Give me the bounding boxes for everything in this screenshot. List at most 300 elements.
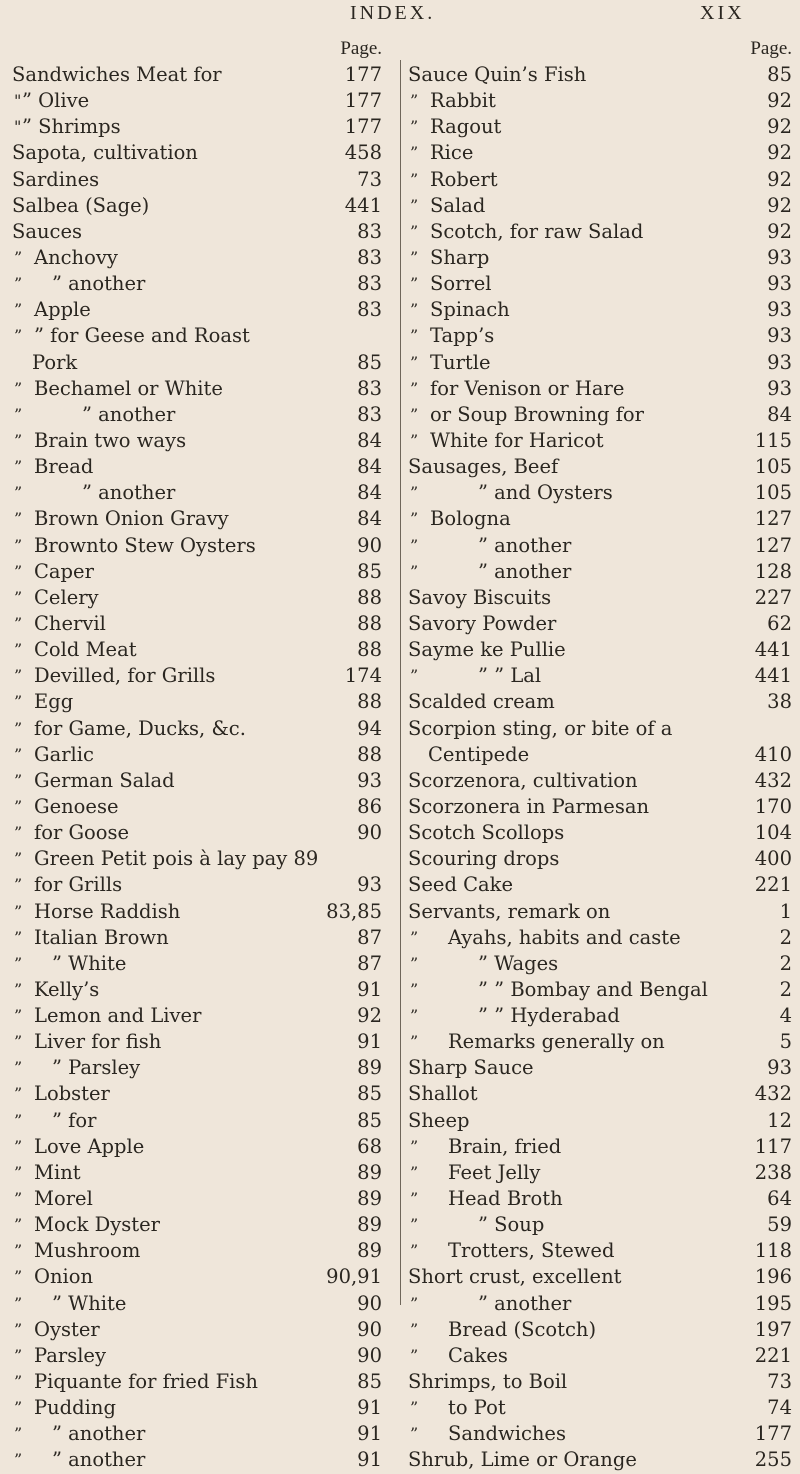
index-entry	[12, 820, 390, 846]
entry-text: ” Wages	[478, 951, 559, 975]
index-entry	[408, 297, 796, 323]
entry-text: Oyster	[34, 1317, 100, 1341]
ditto-mark: ”	[410, 1319, 419, 1339]
index-entry	[12, 1212, 390, 1238]
entry-text: ” ” Bombay and Bengal	[478, 977, 708, 1001]
entry-page-number: 118	[754, 1239, 792, 1263]
entry-page-number: 93	[357, 873, 382, 897]
ditto-mark: ”	[14, 1450, 23, 1470]
ditto-mark: ”	[14, 1241, 23, 1261]
ditto-mark: ”	[14, 1006, 23, 1026]
entry-page-number: 255	[754, 1448, 792, 1472]
ditto-mark: ”	[14, 1162, 23, 1182]
ditto-mark: ”	[410, 1398, 419, 1418]
index-entry	[12, 271, 390, 297]
index-entry	[408, 742, 796, 768]
ditto-mark: ”	[14, 796, 23, 816]
page-number: XIX	[700, 2, 745, 24]
entry-text: ” Olive	[22, 89, 90, 113]
index-entry	[12, 846, 390, 872]
index-entry	[12, 1369, 390, 1395]
index-entry	[408, 611, 796, 637]
entry-page-number: 88	[357, 585, 382, 609]
ditto-mark: "	[14, 91, 22, 111]
index-entry	[408, 663, 796, 689]
index-entry	[12, 323, 390, 349]
entry-text: Bechamel or White	[34, 376, 223, 400]
entry-page-number: 88	[357, 690, 382, 714]
ditto-mark: ”	[410, 535, 419, 555]
entry-text: ” another	[478, 559, 572, 583]
entry-text: Horse Raddish	[34, 899, 181, 923]
entry-text: Bologna	[430, 507, 511, 531]
entry-page-number: 90	[357, 1291, 382, 1315]
ditto-mark: ”	[14, 274, 23, 294]
index-entry	[408, 88, 796, 114]
index-entry	[12, 872, 390, 898]
entry-page-number: 2	[779, 925, 792, 949]
ditto-mark: ”	[14, 613, 23, 633]
entry-page-number: 92	[767, 89, 792, 113]
ditto-mark: ”	[14, 378, 23, 398]
index-entry	[408, 376, 796, 402]
entry-text: Kelly’s	[34, 977, 100, 1001]
ditto-mark: ”	[14, 561, 23, 581]
index-entry	[12, 663, 390, 689]
entry-page-number: 68	[357, 1134, 382, 1158]
page-column-heading: Page.	[750, 38, 792, 59]
entry-text: Scorpion sting, or bite of a	[408, 716, 673, 740]
entry-page-number: 93	[767, 245, 792, 269]
index-entry	[12, 1421, 390, 1447]
index-entry	[12, 140, 390, 166]
entry-page-number: 92	[767, 219, 792, 243]
entry-page-number: 432	[754, 1082, 792, 1106]
ditto-mark: ”	[14, 1293, 23, 1313]
ditto-mark: ”	[410, 143, 419, 163]
entry-text: Sardines	[12, 167, 100, 191]
entry-page-number: 93	[767, 1056, 792, 1080]
entry-text: Brain, fried	[448, 1134, 562, 1158]
index-entry	[12, 1003, 390, 1029]
index-entry	[408, 689, 796, 715]
ditto-mark: ”	[14, 718, 23, 738]
entry-text: Scorzonera in Parmesan	[408, 794, 650, 818]
index-entry	[408, 1108, 796, 1134]
ditto-mark: ”	[14, 1032, 23, 1052]
index-entry	[12, 977, 390, 1003]
index-entry	[12, 62, 390, 88]
entry-text: Scotch Scollops	[408, 821, 565, 845]
index-column-right	[408, 36, 796, 1474]
entry-text: Italian Brown	[34, 925, 169, 949]
entry-page-number: 441	[344, 193, 382, 217]
index-entry	[12, 1238, 390, 1264]
index-entry	[12, 1264, 390, 1290]
index-entry	[408, 637, 796, 663]
entry-text: ” and Oysters	[478, 481, 613, 505]
entry-page-number: 89	[357, 1239, 382, 1263]
entry-text: Green Petit pois à lay pay 89	[34, 847, 319, 871]
entry-page-number: 91	[357, 1396, 382, 1420]
ditto-mark: ”	[410, 483, 419, 503]
entry-text: for Grills	[34, 873, 123, 897]
entry-text: ” another	[478, 533, 572, 557]
index-entry	[12, 114, 390, 140]
ditto-mark: ”	[410, 561, 419, 581]
entry-page-number: 2	[779, 951, 792, 975]
index-entry	[408, 1369, 796, 1395]
ditto-mark: ”	[410, 326, 419, 346]
entry-page-number: 84	[357, 481, 382, 505]
index-entry	[408, 1264, 796, 1290]
ditto-mark: ”	[14, 1058, 23, 1078]
ditto-mark: ”	[14, 1345, 23, 1365]
entry-text: ” ” Lal	[478, 664, 542, 688]
entry-text: Sapota, cultivation	[12, 141, 198, 165]
index-entry	[12, 533, 390, 559]
index-entry	[408, 1186, 796, 1212]
entry-text: Parsley	[34, 1343, 106, 1367]
index-entry	[12, 768, 390, 794]
ditto-mark: ”	[410, 1162, 419, 1182]
index-entry	[408, 585, 796, 611]
entry-text: Savoy Biscuits	[408, 585, 552, 609]
entry-text: ” for Geese and Roast	[34, 324, 250, 348]
ditto-mark: ”	[410, 378, 419, 398]
entry-text: Lemon and Liver	[34, 1004, 202, 1028]
ditto-mark: ”	[14, 457, 23, 477]
entry-text: or Soup Browning for	[430, 402, 644, 426]
index-entry	[408, 977, 796, 1003]
entry-text: ” for	[52, 1108, 97, 1132]
entry-page-number: 85	[357, 559, 382, 583]
index-entry	[12, 245, 390, 271]
index-entry	[12, 716, 390, 742]
index-entry	[408, 1134, 796, 1160]
entry-text: Short crust, excellent	[408, 1265, 622, 1289]
entry-page-number: 38	[767, 690, 792, 714]
entry-page-number: 73	[357, 167, 382, 191]
index-entry	[408, 1238, 796, 1264]
index-entry	[12, 1160, 390, 1186]
index-entry	[408, 506, 796, 532]
ditto-mark: ”	[14, 823, 23, 843]
entry-text: ” White	[52, 951, 127, 975]
entry-page-number: 177	[344, 115, 382, 139]
ditto-mark: ”	[14, 483, 23, 503]
ditto-mark: ”	[410, 404, 419, 424]
index-entry	[408, 402, 796, 428]
entry-text: Apple	[34, 298, 91, 322]
entry-page-number: 94	[357, 716, 382, 740]
entry-page-number: 177	[344, 63, 382, 86]
running-title: INDEX.	[350, 2, 436, 24]
entry-page-number: 59	[767, 1213, 792, 1237]
index-entry	[12, 1186, 390, 1212]
entry-page-number: 74	[767, 1396, 792, 1420]
index-entry	[12, 350, 390, 376]
index-entry	[408, 794, 796, 820]
ditto-mark: ”	[410, 91, 419, 111]
entry-page-number: 105	[754, 455, 792, 479]
entry-text: Shallot	[408, 1082, 478, 1106]
ditto-mark: ”	[410, 509, 419, 529]
entry-text: Turtle	[430, 350, 491, 374]
entry-text: Brownto Stew Oysters	[34, 533, 256, 557]
entry-page-number: 93	[357, 768, 382, 792]
column-divider	[400, 60, 401, 1305]
index-entry	[12, 480, 390, 506]
entry-text: Salbea (Sage)	[12, 193, 150, 217]
entry-page-number: 91	[357, 977, 382, 1001]
index-entry	[408, 1395, 796, 1421]
entry-text: Liver for fish	[34, 1030, 162, 1054]
entry-text: ” another	[52, 1448, 146, 1472]
index-entry	[408, 140, 796, 166]
entry-page-number: 83	[357, 245, 382, 269]
ditto-mark: ”	[410, 953, 419, 973]
entry-text: Mock Dyster	[34, 1213, 160, 1237]
index-entry	[12, 1029, 390, 1055]
entry-text: Love Apple	[34, 1134, 145, 1158]
entry-page-number: 458	[344, 141, 382, 165]
entry-text: Celery	[34, 585, 99, 609]
ditto-mark: ”	[410, 1293, 419, 1313]
index-entry	[12, 559, 390, 585]
ditto-mark: ”	[410, 221, 419, 241]
entry-page-number: 221	[754, 873, 792, 897]
ditto-mark: ”	[410, 666, 419, 686]
ditto-mark: ”	[410, 1215, 419, 1235]
ditto-mark: "	[14, 117, 22, 137]
entry-page-number: 127	[754, 533, 792, 557]
index-entry	[12, 1108, 390, 1134]
index-entry	[12, 742, 390, 768]
entry-text: Scotch, for raw Salad	[430, 219, 644, 243]
ditto-mark: ”	[410, 1189, 419, 1209]
entry-page-number: 104	[754, 821, 792, 845]
ditto-mark: ”	[410, 1345, 419, 1365]
entry-page-number: 83	[357, 298, 382, 322]
entry-page-number: 85	[357, 1082, 382, 1106]
ditto-mark: ”	[14, 1110, 23, 1130]
entry-page-number: 83	[357, 402, 382, 426]
entry-page-number: 83	[357, 219, 382, 243]
entry-page-number: 91	[357, 1422, 382, 1446]
entry-text: ” another	[478, 1291, 572, 1315]
entry-page-number: 195	[754, 1291, 792, 1315]
ditto-mark: ”	[14, 1319, 23, 1339]
entry-text: Tapp’s	[430, 324, 495, 348]
entry-page-number: 62	[767, 611, 792, 635]
ditto-mark: ”	[14, 849, 23, 869]
index-entry	[408, 716, 796, 742]
ditto-mark: ”	[14, 509, 23, 529]
index-entry	[408, 62, 796, 88]
index-entry	[12, 951, 390, 977]
entry-text: Rice	[430, 141, 474, 165]
entry-page-number: 73	[767, 1370, 792, 1394]
entry-page-number: 85	[357, 1108, 382, 1132]
index-entry	[408, 245, 796, 271]
index-entry	[408, 1212, 796, 1238]
entry-page-number: 92	[357, 1004, 382, 1028]
index-entry	[12, 689, 390, 715]
entry-text: Trotters, Stewed	[448, 1239, 615, 1263]
entry-text: Cakes	[448, 1343, 508, 1367]
entry-text: Devilled, for Grills	[34, 664, 216, 688]
ditto-mark: ”	[410, 169, 419, 189]
entry-text: for Venison or Hare	[430, 376, 625, 400]
running-head	[0, 2, 800, 28]
index-entry	[408, 872, 796, 898]
ditto-mark: ”	[410, 1136, 419, 1156]
entry-page-number: 1	[779, 899, 792, 923]
entry-text: Sharp Sauce	[408, 1056, 534, 1080]
entry-text: Sauces	[12, 219, 83, 243]
index-entry	[408, 820, 796, 846]
index-entry	[12, 193, 390, 219]
ditto-mark: ”	[410, 979, 419, 999]
entry-page-number: 177	[344, 89, 382, 113]
ditto-mark: ”	[14, 1424, 23, 1444]
entry-page-number: 115	[754, 428, 792, 452]
entry-page-number: 93	[767, 272, 792, 296]
ditto-mark: ”	[14, 640, 23, 660]
entry-page-number: 117	[754, 1134, 792, 1158]
index-entry	[408, 1055, 796, 1081]
ditto-mark: ”	[14, 326, 23, 346]
index-entry	[408, 1291, 796, 1317]
entry-page-number: 90	[357, 1343, 382, 1367]
index-entry	[12, 376, 390, 402]
ditto-mark: ”	[14, 953, 23, 973]
index-entry	[12, 1081, 390, 1107]
entry-page-number: 84	[357, 428, 382, 452]
entry-page-number: 89	[357, 1213, 382, 1237]
entry-text: Scorzenora, cultivation	[408, 768, 638, 792]
entry-text: Mint	[34, 1160, 81, 1184]
ditto-mark: ”	[14, 1084, 23, 1104]
entry-page-number: 170	[754, 794, 792, 818]
entry-text: Genoese	[34, 794, 119, 818]
entry-text: ” Soup	[478, 1213, 545, 1237]
ditto-mark: ”	[410, 300, 419, 320]
entry-text: ” White	[52, 1291, 127, 1315]
ditto-mark: ”	[14, 1372, 23, 1392]
index-entry	[408, 1081, 796, 1107]
ditto-mark: ”	[14, 927, 23, 947]
entry-text: Pudding	[34, 1396, 116, 1420]
entry-text: Robert	[430, 167, 498, 191]
index-entry	[12, 297, 390, 323]
entry-page-number: 83	[357, 376, 382, 400]
entry-page-number: 5	[779, 1030, 792, 1054]
entry-page-number: 93	[767, 324, 792, 348]
entry-text: Seed Cake	[408, 873, 514, 897]
ditto-mark: ”	[14, 300, 23, 320]
entry-text: Centipede	[428, 742, 530, 766]
entry-text: Garlic	[34, 742, 94, 766]
entry-page-number: 84	[767, 402, 792, 426]
ditto-mark: ”	[14, 666, 23, 686]
index-entry	[408, 533, 796, 559]
entry-text: ” another	[82, 481, 176, 505]
entry-text: German Salad	[34, 768, 175, 792]
index-entry	[408, 1029, 796, 1055]
index-column-left	[12, 36, 390, 1474]
entry-page-number: 227	[754, 585, 792, 609]
index-entries-right	[408, 62, 796, 1474]
entry-text: ” Shrimps	[22, 115, 121, 139]
entry-page-number: 238	[754, 1160, 792, 1184]
entry-page-number: 90	[357, 1317, 382, 1341]
entry-text: Sheep	[408, 1108, 470, 1132]
entry-page-number: 90,91	[326, 1265, 382, 1289]
entry-text: Onion	[34, 1265, 94, 1289]
entry-page-number: 92	[767, 193, 792, 217]
index-entry	[408, 768, 796, 794]
ditto-mark: ”	[14, 692, 23, 712]
entry-text: ” another	[52, 1422, 146, 1446]
entry-page-number: 84	[357, 507, 382, 531]
entry-page-number: 86	[357, 794, 382, 818]
ditto-mark: ”	[14, 901, 23, 921]
entry-page-number: 2	[779, 977, 792, 1001]
entry-page-number: 92	[767, 167, 792, 191]
entry-text: Lobster	[34, 1082, 110, 1106]
index-entry	[408, 193, 796, 219]
index-entry	[408, 1160, 796, 1186]
index-entry	[408, 559, 796, 585]
ditto-mark: ”	[410, 1424, 419, 1444]
entry-page-number: 85	[767, 63, 792, 86]
entry-text: ” ” Hyderabad	[478, 1004, 620, 1028]
entry-text: Anchovy	[34, 245, 118, 269]
entry-page-number: 127	[754, 507, 792, 531]
entry-page-number: 128	[754, 559, 792, 583]
ditto-mark: ”	[14, 535, 23, 555]
ditto-mark: ”	[14, 979, 23, 999]
entry-text: Salad	[430, 193, 486, 217]
entry-text: Bread (Scotch)	[448, 1317, 597, 1341]
page-column-heading: Page.	[340, 38, 382, 59]
entry-page-number: 84	[357, 455, 382, 479]
entry-page-number: 88	[357, 611, 382, 635]
index-entry	[12, 454, 390, 480]
entry-page-number: 93	[767, 298, 792, 322]
ditto-mark: ”	[410, 927, 419, 947]
index-entry	[12, 637, 390, 663]
index-entry	[408, 454, 796, 480]
entry-page-number: 93	[767, 376, 792, 400]
entry-page-number: 441	[754, 638, 792, 662]
entry-page-number: 90	[357, 533, 382, 557]
entry-text: ” another	[52, 272, 146, 296]
entry-text: Chervil	[34, 611, 106, 635]
ditto-mark: ”	[14, 587, 23, 607]
index-entry	[12, 402, 390, 428]
index-entry	[408, 323, 796, 349]
entry-text: Savory Powder	[408, 611, 557, 635]
entry-page-number: 432	[754, 768, 792, 792]
entry-text: Egg	[34, 690, 74, 714]
ditto-mark: ”	[14, 404, 23, 424]
entry-text: Head Broth	[448, 1187, 563, 1211]
ditto-mark: ”	[410, 1032, 419, 1052]
entry-page-number: 12	[767, 1108, 792, 1132]
